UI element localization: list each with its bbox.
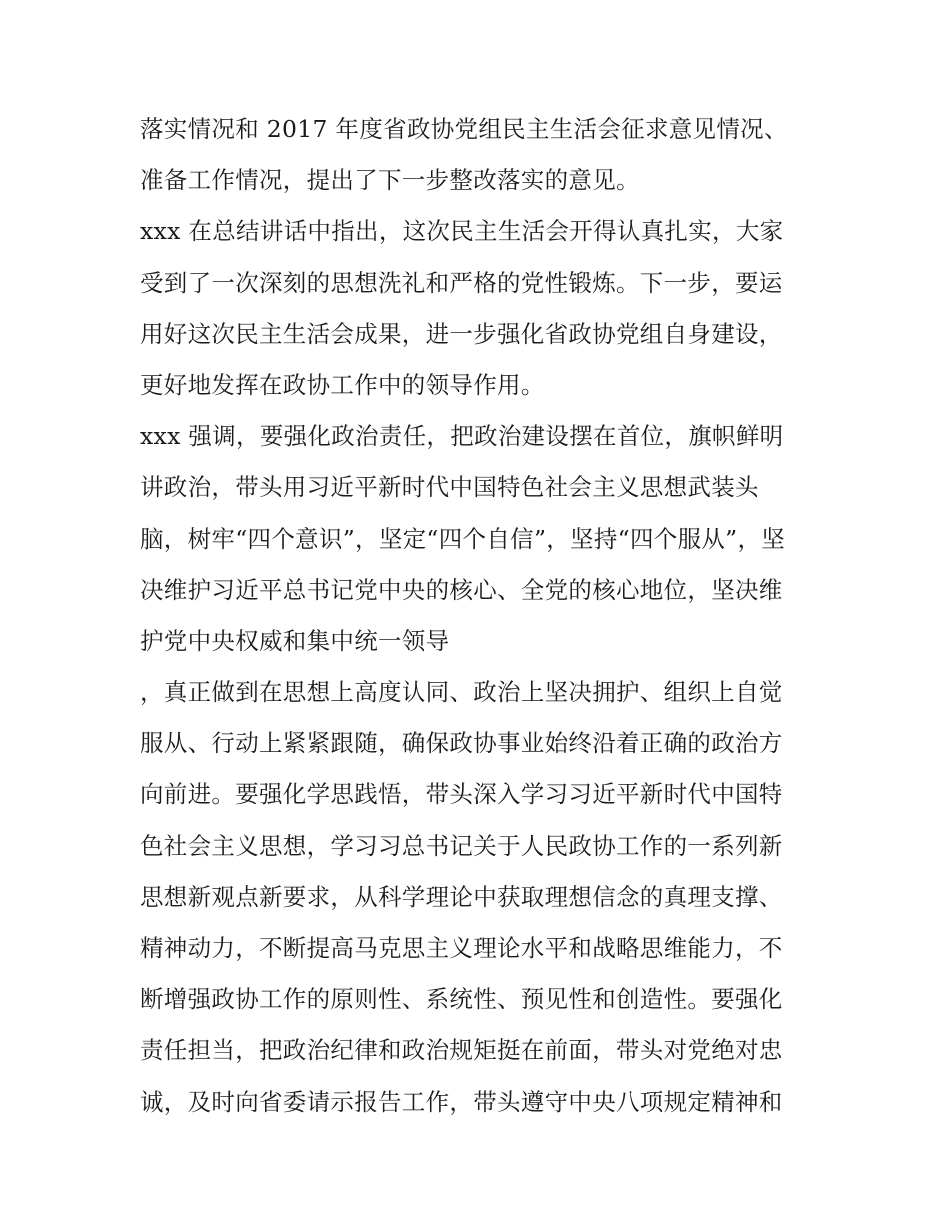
text-line: 护党中央权威和集中统一领导 xyxy=(140,626,450,655)
text-line: 用好这次民主生活会成果，进一步强化省政协党组自身建设， xyxy=(140,319,783,348)
text-line: 脑，树牢“四个意识”，坚定“四个自信”，坚持“四个服从”，坚 xyxy=(140,524,786,553)
text-line: 责任担当，把政治纪律和政治规矩挺在前面，带头对党绝对忠 xyxy=(140,1036,783,1065)
text-line: 诚，及时向省委请示报告工作，带头遵守中央八项规定精神和 xyxy=(140,1087,783,1116)
text-line: 落实情况和 2017 年度省政协党组民主生活会征求意见情况、 xyxy=(140,115,788,143)
text-line: 断增强政协工作的原则性、系统性、预见性和创造性。要强化 xyxy=(140,985,783,1014)
text-line: 受到了一次深刻的思想洗礼和严格的党性锻炼。下一步，要运 xyxy=(140,268,783,297)
text-line: ，真正做到在思想上高度认同、政治上坚决拥护、组织上自觉 xyxy=(140,678,783,707)
text-line: 决维护习近平总书记党中央的核心、全党的核心地位，坚决维 xyxy=(140,575,783,604)
text-line: 色社会主义思想，学习习总书记关于人民政协工作的一系列新 xyxy=(140,831,783,860)
text-line: 准备工作情况，提出了下一步整改落实的意见。 xyxy=(140,166,640,195)
text-line: xxx 强调，要强化政治责任，把政治建设摆在首位，旗帜鲜明 xyxy=(140,422,784,451)
text-line: xxx 在总结讲话中指出，这次民主生活会开得认真扎实，大家 xyxy=(140,217,784,246)
text-line: 向前进。要强化学思践悟，带头深入学习习近平新时代中国特 xyxy=(140,780,783,809)
text-line: 更好地发挥在政协工作中的领导作用。 xyxy=(140,370,545,399)
text-line: 精神动力，不断提高马克思主义理论水平和战略思维能力，不 xyxy=(140,934,783,962)
text-line: 讲政治，带头用习近平新时代中国特色社会主义思想武装头 xyxy=(140,473,759,502)
text-line: 服从、行动上紧紧跟随，确保政协事业始终沿着正确的政治方 xyxy=(140,729,783,758)
document-body xyxy=(140,104,830,1128)
text-line: 思想新观点新要求，从科学理论中获取理想信念的真理支撑、 xyxy=(140,882,783,911)
